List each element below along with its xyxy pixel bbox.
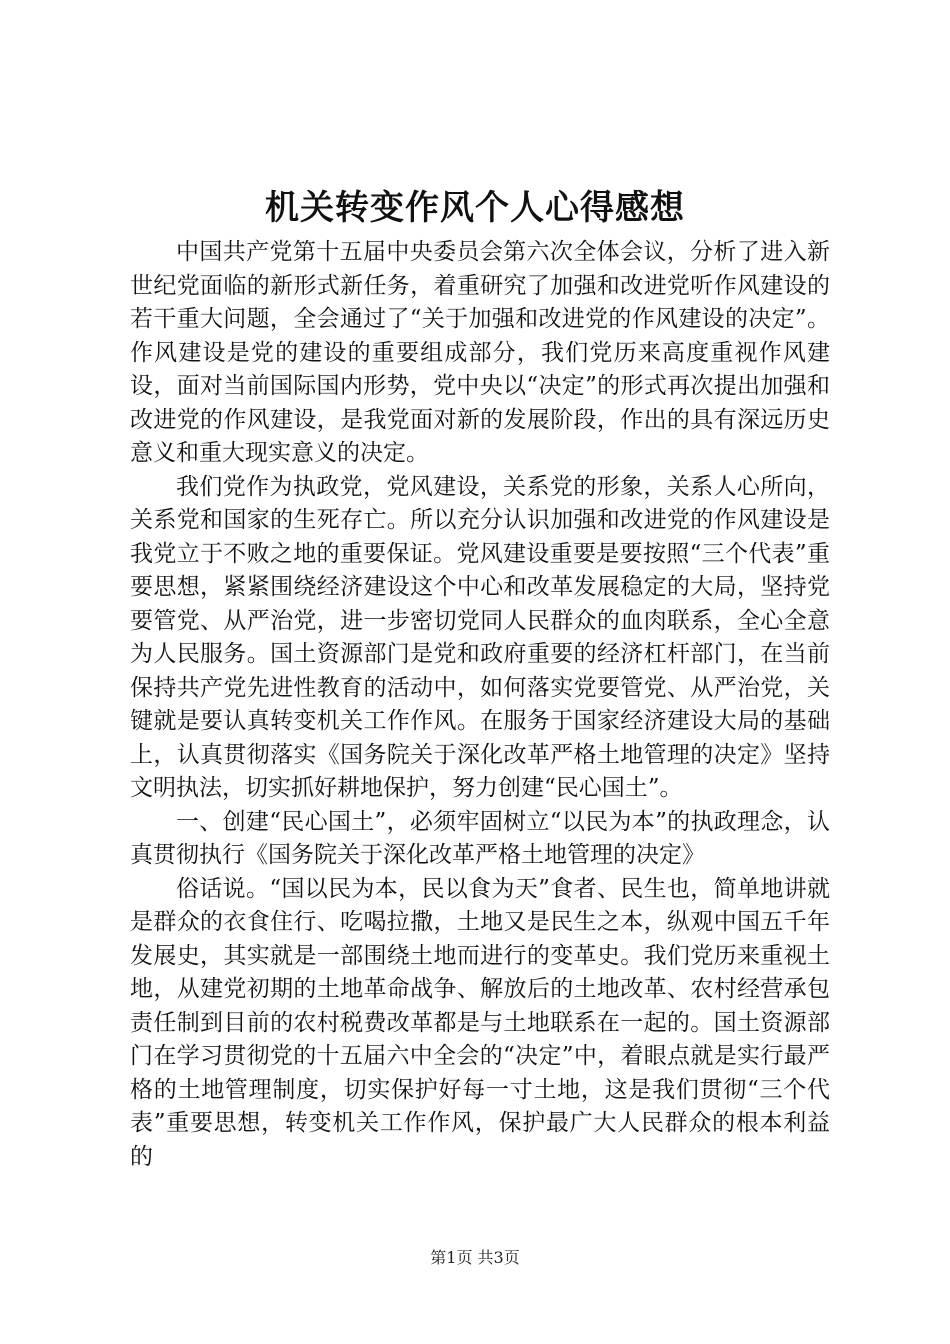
paragraph-4: 俗话说。“国以民为本，民以食为天”食者、民生也，简单地讲就是群众的衣食住行、吃喝拉撒，土地又是民生之本，纵观中国五千年发展史，其实就是一部围绕土地而进行的变革史。我们党历来重视土地，从建党初期的土地革命战争、解放后的土地改革、农村经营承包责任制到目前的农村税费改革都是与土地联系在一起的。国土资源部门在学习贯彻党的十五届六中全会的“决定”中，着眼点就是实行最严格的土地管理制度，切实保护好每一寸土地，这是我们贯彻“三个代表”重要思想，转变机关工作作风，保护最广大人民群众的根本利益的 (130, 875, 830, 1170)
document-title: 机关转变作风个人心得感想 (265, 188, 685, 228)
paragraph-1: 中国共产党第十五届中央委员会第六次全体会议，分析了进入新世纪党面临的新形式新任务，着重研究了加强和改进党听作风建设的若干重大问题，全会通过了“关于加强和改进党的作风建设的决定”。作风建设是党的建设的重要组成部分，我们党历来高度重视作风建设，面对当前国际国内形势，党中央以“决定”的形式再次提出加强和改进党的作风建设，是我党面对新的发展阶段，作出的具有深远历史意义和重大现实意义的决定。 (130, 239, 830, 466)
page-footer: 第1页 共3页 (430, 1248, 520, 1267)
paragraph-2: 我们党作为执政党，党风建设，关系党的形象，关系人心所向，关系党和国家的生死存亡。所以充分认识加强和改进党的作风建设是我党立于不败之地的重要保证。党风建设重要是要按照“三个代表”重要思想，紧紧围绕经济建设这个中心和改革发展稳定的大局，坚持党要管党、从严治党，进一步密切党同人民群众的血肉联系，全心全意为人民服务。国土资源部门是党和政府重要的经济杠杆部门，在当前保持共产党先进性教育的活动中，如何落实党要管党、从严治党，关键就是要认真转变机关工作作风。在服务于国家经济建设大局的基础上，认真贯彻落实《国务院关于深化改革严格土地管理的决定》坚持文明执法，切实抓好耕地保护，努力创建“民心国土”。 (130, 473, 830, 801)
document-body (130, 236, 830, 1174)
paragraph-3-heading: 一、创建“民心国土”，必须牢固树立“以民为本”的执政理念，认真贯彻执行《国务院关于深化改革严格土地管理的决定》 (130, 808, 830, 868)
